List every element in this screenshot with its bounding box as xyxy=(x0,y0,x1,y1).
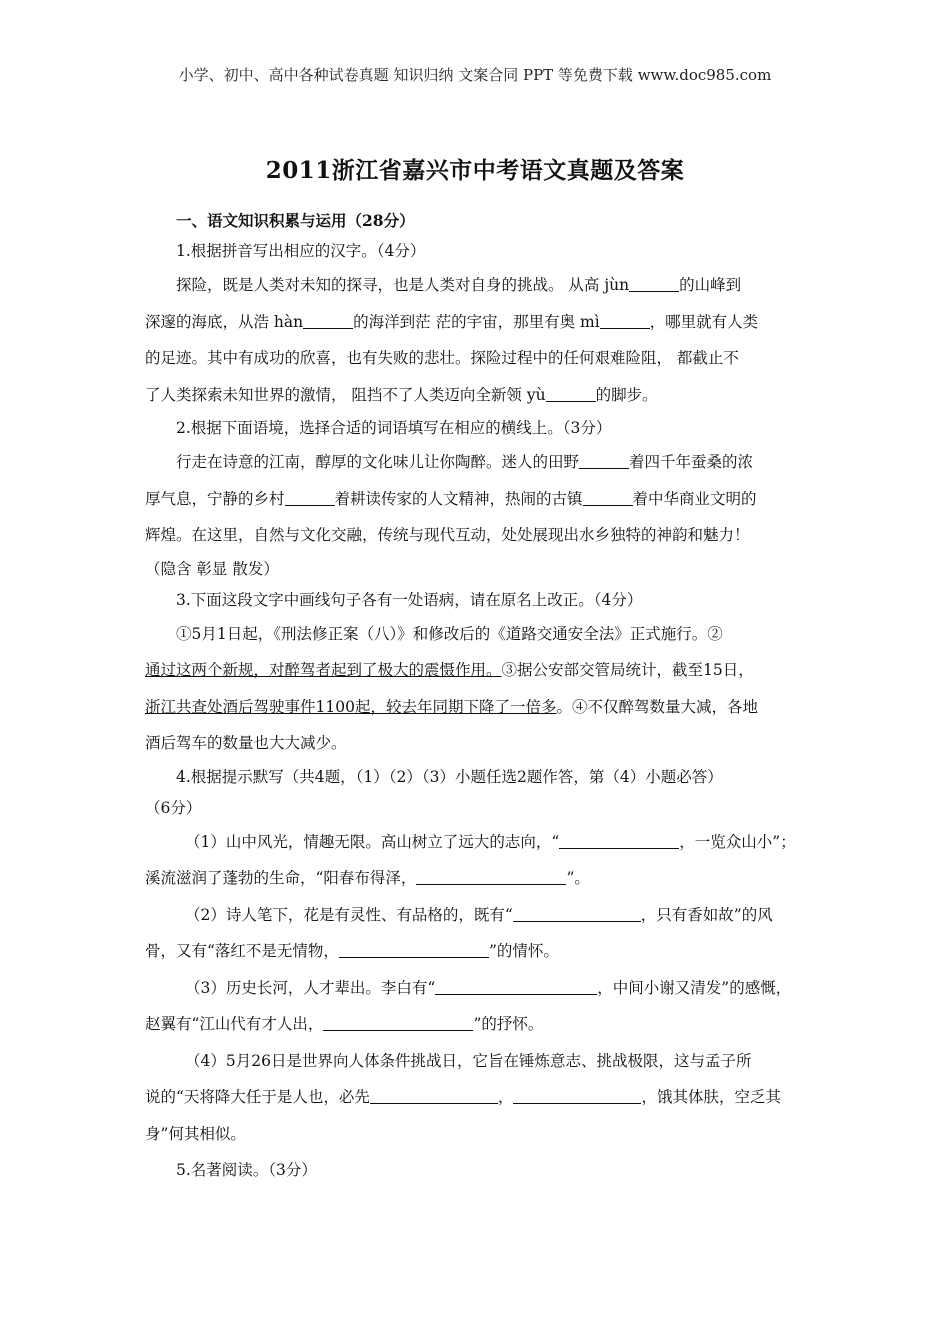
page-header: 小学、初中、高中各种试卷真题 知识归纳 文案合同 PPT 等免费下载 www.doc985.com xyxy=(178,66,772,84)
question-4-part-3: （3）历史长河，人才辈出。李白有“ ，中间小谢又清发”的感慨， xyxy=(185,978,792,997)
question-4-part-2: 骨，又有“落红不是无情物， ”的情怀。 xyxy=(145,942,559,960)
question-1-line: 的足迹。其中有成功的欣喜，也有失败的悲壮。探险过程中的任何艰难险阻， 都截止不 xyxy=(145,349,739,367)
question-4-points: （6分） xyxy=(145,798,202,817)
question-3-line: 酒后驾车的数量也大大减少。 xyxy=(145,734,347,752)
question-3-line: 通过这两个新规，对醉驾者起到了极大的震慑作用。③据公安部交管局统计，截至15日， xyxy=(145,661,754,679)
question-2-line: 行走在诗意的江南，醇厚的文化味儿让你陶醉。迷人的田野 着四千年蚕桑的浓 xyxy=(176,453,754,471)
question-5-stem: 5.名著阅读。（3分） xyxy=(176,1161,317,1179)
question-1-stem: 1.根据拼音写出相应的汉字。（4分） xyxy=(176,242,426,260)
answer-blank xyxy=(559,832,679,849)
answer-blank xyxy=(435,978,597,995)
question-4-part-4: 身”何其相似。 xyxy=(145,1124,246,1143)
answer-blank xyxy=(513,1088,641,1105)
question-4-part-2: （2）诗人笔下，花是有灵性、有品格的，既有“ ，只有香如故”的风 xyxy=(185,905,773,924)
answer-blank xyxy=(339,942,489,959)
question-4-stem: 4.根据提示默写（共4题，（1）（2）（3）小题任选2题作答，第（4）小题必答） xyxy=(176,767,723,786)
document-body xyxy=(145,205,811,1189)
question-2-stem: 2.根据下面语境，选择合适的词语填写在相应的横线上。（3分） xyxy=(176,419,612,437)
underlined-sentence: 浙江共查处酒后驾驶事件1100起，较去年同期下降了一倍多 xyxy=(145,697,557,716)
answer-blank xyxy=(600,312,650,329)
page-title: 2011浙江省嘉兴市中考语文真题及答案 xyxy=(265,157,685,184)
answer-blank xyxy=(303,312,353,329)
answer-blank xyxy=(285,489,335,506)
question-3-line: 浙江共查处酒后驾驶事件1100起，较去年同期下降了一倍多。④不仅醉驾数量大减，各地 xyxy=(145,697,758,716)
question-2-line: 厚气息，宁静的乡村 着耕读传家的人文精神，热闹的古镇 着中华商业文明的 xyxy=(145,489,757,508)
question-1-line: 探险，既是人类对未知的探寻，也是人类对自身的挑战。 从高 jùn 的山峰到 xyxy=(176,276,742,294)
question-4-part-1: （1）山中风光，情趣无限。高山树立了远大的志向，“ ，一览众山小”； xyxy=(185,832,796,851)
answer-blank xyxy=(416,869,566,886)
question-2-options: （隐含 彰显 散发） xyxy=(145,559,279,578)
underlined-sentence: 通过这两个新规，对醉驾者起到了极大的震慑作用。 xyxy=(145,661,502,679)
question-1-line: 了人类探索未知世界的激情， 阻挡不了人类迈向全新领 yù 的脚步。 xyxy=(145,385,658,404)
question-2-line: 辉煌。在这里，自然与文化交融，传统与现代互动，处处展现出水乡独特的神韵和魅力！ xyxy=(145,526,750,544)
question-3-line: ①5月1日起，《刑法修正案（八）》和修改后的《道路交通安全法》正式施行。② xyxy=(176,624,723,643)
question-4-part-4: 说的“天将降大任于是人也，必先 ， ，饿其体肤，空乏其 xyxy=(145,1088,781,1106)
answer-blank xyxy=(583,489,633,506)
answer-blank xyxy=(546,385,596,402)
answer-blank xyxy=(513,905,641,922)
answer-blank xyxy=(323,1015,473,1032)
answer-blank xyxy=(629,276,679,293)
question-4-part-1: 溪流滋润了蓬勃的生命，“阳春布得泽， ”。 xyxy=(145,869,590,887)
question-4-part-3: 赵翼有“江山代有才人出， ”的抒怀。 xyxy=(145,1015,544,1033)
section-heading: 一、语文知识积累与运用（28分） xyxy=(176,211,415,230)
question-1-line: 深邃的海底，从浩 hàn 的海洋到茫 茫的宇宙，那里有奥 mì ，哪里就有人类 xyxy=(145,312,759,331)
question-4-part-4: （4）5月26日是世界向人体条件挑战日，它旨在锤炼意志、挑战极限，这与孟子所 xyxy=(185,1051,752,1070)
answer-blank xyxy=(370,1088,498,1105)
question-3-stem: 3.下面这段文字中画线句子各有一处语病，请在原名上改正。（4分） xyxy=(176,590,643,609)
answer-blank xyxy=(579,453,629,470)
